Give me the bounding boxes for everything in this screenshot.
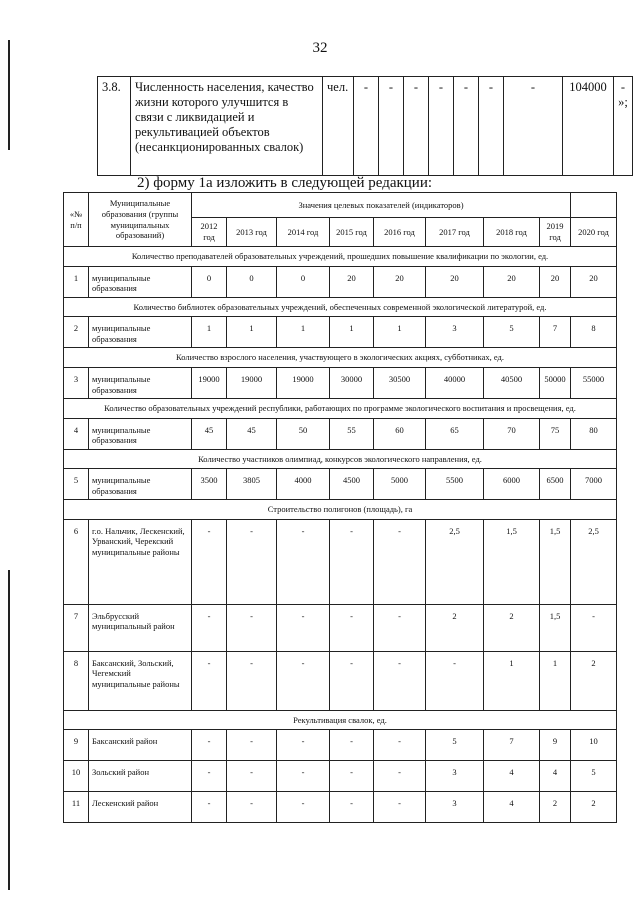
value-cell: 2 bbox=[571, 792, 617, 823]
value-cell: 1,5 bbox=[540, 519, 571, 604]
year-header: 2019 год bbox=[540, 218, 571, 247]
value-cell: 1,5 bbox=[540, 604, 571, 651]
value-cell: 5000 bbox=[374, 469, 426, 500]
row-name: Зольский район bbox=[89, 761, 192, 792]
year-header: 2013 год bbox=[227, 218, 277, 247]
value-cell: - bbox=[330, 651, 374, 710]
header-name: Муниципальные образования (группы муниципальных образований) bbox=[89, 193, 192, 247]
page-number: 32 bbox=[312, 40, 328, 56]
value-cell: 55000 bbox=[571, 367, 617, 398]
value-cell: - bbox=[374, 730, 426, 761]
value-cell: - bbox=[277, 792, 330, 823]
value-cell: 20 bbox=[426, 266, 484, 297]
value-cell: - bbox=[374, 604, 426, 651]
margin-mark-bottom bbox=[8, 570, 10, 890]
value-cell: 20 bbox=[571, 266, 617, 297]
table-row bbox=[64, 266, 617, 297]
section-title-row bbox=[64, 449, 617, 469]
value-cell: - bbox=[277, 761, 330, 792]
section-title: Количество участников олимпиад, конкурсов экологического направления, ед. bbox=[64, 449, 617, 469]
section-title-row bbox=[64, 500, 617, 520]
year-header: 2017 год bbox=[426, 218, 484, 247]
value-cell: 3500 bbox=[192, 469, 227, 500]
row-number: 4 bbox=[64, 418, 89, 449]
unit-cell: чел. bbox=[323, 77, 354, 176]
value-cell: - bbox=[330, 604, 374, 651]
value-cell: - bbox=[374, 519, 426, 604]
form-heading: 2) форму 1а изложить в следующей редакции: bbox=[137, 175, 433, 191]
value-cell: - bbox=[374, 792, 426, 823]
value-cell: 20 bbox=[374, 266, 426, 297]
value-cell: 0 bbox=[227, 266, 277, 297]
table-row bbox=[64, 651, 617, 710]
value-cell: 4000 bbox=[277, 469, 330, 500]
value-cell: - bbox=[374, 761, 426, 792]
value-cell: 104000 bbox=[563, 77, 614, 176]
value-cell: 5 bbox=[571, 761, 617, 792]
year-header: 2012 год bbox=[192, 218, 227, 247]
section-title-row bbox=[64, 297, 617, 317]
value-cell: - bbox=[227, 519, 277, 604]
value-cell: - bbox=[192, 651, 227, 710]
value-cell: - bbox=[192, 519, 227, 604]
section-title: Строительство полигонов (площадь), га bbox=[64, 500, 617, 520]
value-cell: - bbox=[504, 77, 563, 176]
value-cell: 45 bbox=[227, 418, 277, 449]
value-cell: 5 bbox=[484, 317, 540, 348]
year-header: 2015 год bbox=[330, 218, 374, 247]
header-empty bbox=[571, 193, 617, 218]
value-cell: 3 bbox=[426, 792, 484, 823]
value-cell: 2,5 bbox=[571, 519, 617, 604]
row-name: муниципальные образования bbox=[89, 469, 192, 500]
table-row bbox=[98, 77, 633, 176]
section-title: Количество преподавателей образовательных учреждений, прошедших повышение квалификации по экологии, ед. bbox=[64, 247, 617, 267]
value-cell: 2 bbox=[571, 651, 617, 710]
section-title-row bbox=[64, 710, 617, 730]
value-cell: 7000 bbox=[571, 469, 617, 500]
value-cell: 75 bbox=[540, 418, 571, 449]
value-cell: 4 bbox=[484, 792, 540, 823]
value-cell: 50000 bbox=[540, 367, 571, 398]
row-name: Эльбрусский муниципальный район bbox=[89, 604, 192, 651]
section-title: Количество библиотек образовательных учреждений, обеспеченных современной экологической литературой, ед. bbox=[64, 297, 617, 317]
value-cell: 1 bbox=[540, 651, 571, 710]
row-number: 8 bbox=[64, 651, 89, 710]
value-cell: 4 bbox=[484, 761, 540, 792]
value-cell: 60 bbox=[374, 418, 426, 449]
value-cell: - bbox=[192, 792, 227, 823]
row-number: 11 bbox=[64, 792, 89, 823]
value-cell: 3 bbox=[426, 761, 484, 792]
section-title: Рекультивация свалок, ед. bbox=[64, 710, 617, 730]
value-cell: 0 bbox=[277, 266, 330, 297]
row-number: 2 bbox=[64, 317, 89, 348]
value-cell: 3805 bbox=[227, 469, 277, 500]
header-row bbox=[64, 193, 617, 218]
year-header: 2014 год bbox=[277, 218, 330, 247]
value-cell: 1 bbox=[484, 651, 540, 710]
value-cell: 5500 bbox=[426, 469, 484, 500]
value-cell: 6500 bbox=[540, 469, 571, 500]
table-row bbox=[64, 418, 617, 449]
row-name: муниципальные образования bbox=[89, 418, 192, 449]
row-number: 9 bbox=[64, 730, 89, 761]
value-cell: - bbox=[277, 519, 330, 604]
value-cell: - bbox=[277, 730, 330, 761]
header-num: «№ п/п bbox=[64, 193, 89, 247]
top-table bbox=[97, 76, 633, 176]
value-cell: 9 bbox=[540, 730, 571, 761]
value-cell: 7 bbox=[484, 730, 540, 761]
table-row bbox=[64, 604, 617, 651]
value-cell: 45 bbox=[192, 418, 227, 449]
value-cell: 1,5 bbox=[484, 519, 540, 604]
value-cell: 80 bbox=[571, 418, 617, 449]
section-title-row bbox=[64, 348, 617, 368]
value-cell: 30000 bbox=[330, 367, 374, 398]
value-cell: 5 bbox=[426, 730, 484, 761]
value-cell: 2 bbox=[484, 604, 540, 651]
value-cell: 55 bbox=[330, 418, 374, 449]
header-group: Значения целевых показателей (индикаторов) bbox=[192, 193, 571, 218]
value-cell: 2 bbox=[540, 792, 571, 823]
value-cell: - bbox=[404, 77, 429, 176]
row-number: 5 bbox=[64, 469, 89, 500]
value-cell: - bbox=[330, 519, 374, 604]
value-cell: - bbox=[192, 761, 227, 792]
value-cell: 1 bbox=[192, 317, 227, 348]
value-cell: - bbox=[330, 730, 374, 761]
year-header: 2016 год bbox=[374, 218, 426, 247]
value-cell: - bbox=[227, 761, 277, 792]
table-row bbox=[64, 792, 617, 823]
value-cell: 19000 bbox=[277, 367, 330, 398]
row-name: муниципальные образования bbox=[89, 367, 192, 398]
value-cell: 6000 bbox=[484, 469, 540, 500]
row-name: муниципальные образования bbox=[89, 317, 192, 348]
value-cell: 1 bbox=[277, 317, 330, 348]
year-header: 2020 год bbox=[571, 218, 617, 247]
value-cell: - bbox=[330, 792, 374, 823]
year-header: 2018 год bbox=[484, 218, 540, 247]
value-cell: 0 bbox=[192, 266, 227, 297]
value-cell: 4500 bbox=[330, 469, 374, 500]
value-cell: 19000 bbox=[192, 367, 227, 398]
value-cell: - bbox=[426, 651, 484, 710]
value-cell: - bbox=[277, 604, 330, 651]
value-cell: 2 bbox=[426, 604, 484, 651]
value-cell: 40000 bbox=[426, 367, 484, 398]
value-cell: - bbox=[227, 792, 277, 823]
value-cell: - bbox=[379, 77, 404, 176]
row-name: муниципальные образования bbox=[89, 266, 192, 297]
value-cell: 3 bbox=[426, 317, 484, 348]
indicator-label: Численность населения, качество жизни которого улучшится в связи с ликвидацией и рекультивацией объектов (несанкционированных свалок) bbox=[131, 77, 323, 176]
row-name: г.о. Нальчик, Лескенский, Урванский, Черекский муниципальные районы bbox=[89, 519, 192, 604]
table-row bbox=[64, 730, 617, 761]
value-cell: - bbox=[571, 604, 617, 651]
row-name: Баксанский, Зольский, Чегемский муниципальные районы bbox=[89, 651, 192, 710]
value-cell: 50 bbox=[277, 418, 330, 449]
value-cell: - bbox=[330, 761, 374, 792]
section-title: Количество взрослого населения, участвующего в экологических акциях, субботниках, ед. bbox=[64, 348, 617, 368]
table-row bbox=[64, 469, 617, 500]
section-title: Количество образовательных учреждений республики, работающих по программе экологического воспитания и просвещения, ед. bbox=[64, 398, 617, 418]
value-cell: 8 bbox=[571, 317, 617, 348]
value-cell: 20 bbox=[330, 266, 374, 297]
row-name: Лескенский район bbox=[89, 792, 192, 823]
value-cell: 1 bbox=[330, 317, 374, 348]
row-number: 3 bbox=[64, 367, 89, 398]
value-cell: - bbox=[227, 651, 277, 710]
value-cell: 7 bbox=[540, 317, 571, 348]
value-cell: 10 bbox=[571, 730, 617, 761]
value-cell: - bbox=[354, 77, 379, 176]
value-cell: 19000 bbox=[227, 367, 277, 398]
value-cell: - bbox=[192, 730, 227, 761]
value-cell: 1 bbox=[374, 317, 426, 348]
row-number: 1 bbox=[64, 266, 89, 297]
table-row bbox=[64, 761, 617, 792]
value-cell: 30500 bbox=[374, 367, 426, 398]
end-cell: - »; bbox=[614, 77, 633, 176]
table-row bbox=[64, 367, 617, 398]
value-cell: - bbox=[192, 604, 227, 651]
table-row bbox=[64, 519, 617, 604]
value-cell: - bbox=[227, 730, 277, 761]
row-number: 7 bbox=[64, 604, 89, 651]
section-title-row bbox=[64, 398, 617, 418]
row-number: 3.8. bbox=[98, 77, 131, 176]
value-cell: 40500 bbox=[484, 367, 540, 398]
value-cell: - bbox=[227, 604, 277, 651]
value-cell: 4 bbox=[540, 761, 571, 792]
table-row bbox=[64, 317, 617, 348]
section-title-row bbox=[64, 247, 617, 267]
value-cell: 70 bbox=[484, 418, 540, 449]
row-number: 10 bbox=[64, 761, 89, 792]
value-cell: 2,5 bbox=[426, 519, 484, 604]
value-cell: - bbox=[277, 651, 330, 710]
value-cell: - bbox=[479, 77, 504, 176]
value-cell: 20 bbox=[540, 266, 571, 297]
row-number: 6 bbox=[64, 519, 89, 604]
value-cell: 1 bbox=[227, 317, 277, 348]
value-cell: 65 bbox=[426, 418, 484, 449]
row-name: Баксанский район bbox=[89, 730, 192, 761]
indicators-table bbox=[63, 192, 617, 823]
value-cell: - bbox=[374, 651, 426, 710]
value-cell: - bbox=[429, 77, 454, 176]
value-cell: - bbox=[454, 77, 479, 176]
value-cell: 20 bbox=[484, 266, 540, 297]
